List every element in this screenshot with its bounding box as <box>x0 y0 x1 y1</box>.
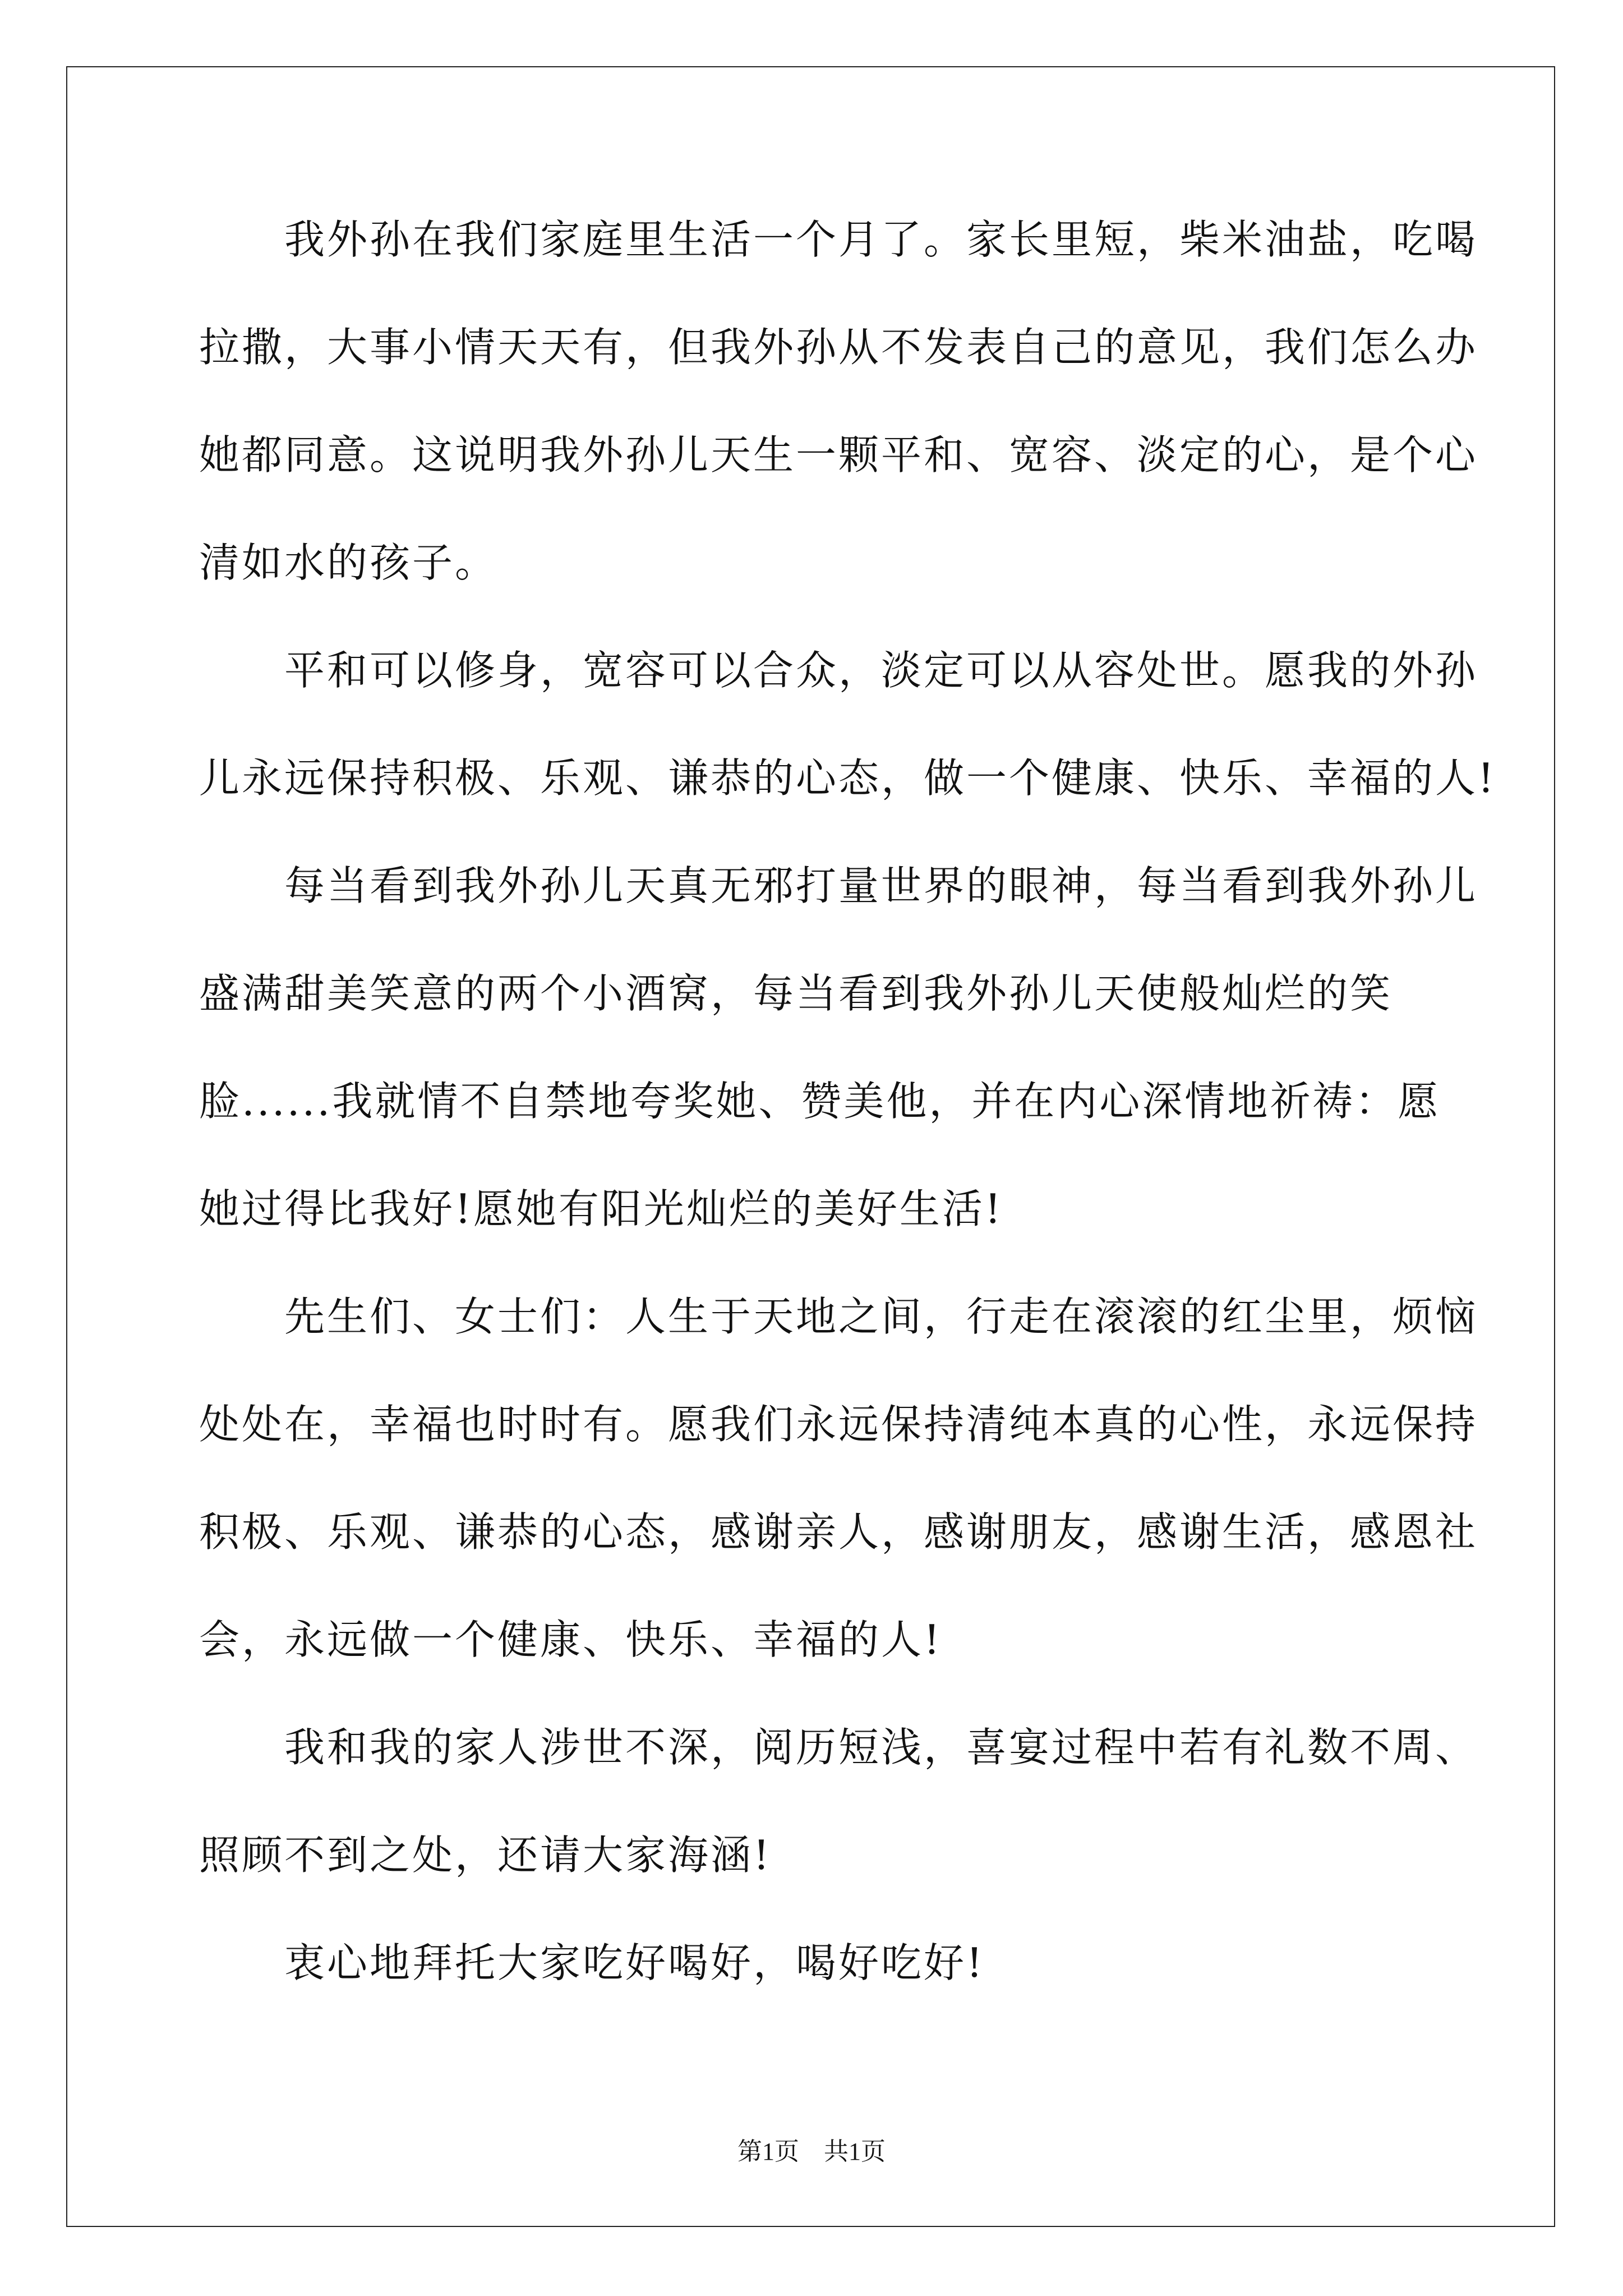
text-line: 她过得比我好!愿她有阳光灿烂的美好生活! <box>199 1185 1003 1232</box>
page-border <box>66 66 1555 2227</box>
text-line: 儿永远保持积极、乐观、谦恭的心态，做一个健康、快乐、幸福的人! <box>199 754 1496 802</box>
text-line: 我和我的家人涉世不深，阅历短浅，喜宴过程中若有礼数不周、 <box>199 1724 1478 1771</box>
text-line: 平和可以修身，宽容可以合众，淡定可以从容处世。愿我的外孙 <box>199 647 1478 694</box>
text-line: 会，永远做一个健康、快乐、幸福的人! <box>199 1616 942 1663</box>
text-line: 先生们、女士们：人生于天地之间，行走在滚滚的红尘里，烦恼 <box>199 1293 1478 1340</box>
text-line: 脸......我就情不自禁地夸奖她、赞美他，并在内心深情地祈祷：愿 <box>199 1078 1441 1125</box>
text-line: 处处在，幸福也时时有。愿我们永远保持清纯本真的心性，永远保持 <box>199 1401 1478 1448</box>
text-line: 我外孙在我们家庭里生活一个月了。家长里短，柴米油盐，吃喝 <box>199 216 1478 263</box>
text-line: 她都同意。这说明我外孙儿天生一颗平和、宽容、淡定的心，是个心 <box>199 431 1478 478</box>
text-line: 清如水的孩子。 <box>199 539 498 586</box>
page-number-footer: 第1页 共1页 <box>737 2138 886 2165</box>
text-line: 照顾不到之处，还请大家海涵! <box>199 1832 772 1879</box>
text-line: 盛满甜美笑意的两个小酒窝，每当看到我外孙儿天使般灿烂的笑 <box>199 970 1393 1017</box>
text-line: 拉撒，大事小情天天有，但我外孙从不发表自己的意见，我们怎么办 <box>199 324 1478 371</box>
text-line: 积极、乐观、谦恭的心态，感谢亲人，感谢朋友，感谢生活，感恩社 <box>199 1508 1478 1556</box>
text-line: 每当看到我外孙儿天真无邪打量世界的眼神，每当看到我外孙儿 <box>199 862 1478 909</box>
text-line: 衷心地拜托大家吃好喝好，喝好吃好! <box>199 1939 985 1986</box>
